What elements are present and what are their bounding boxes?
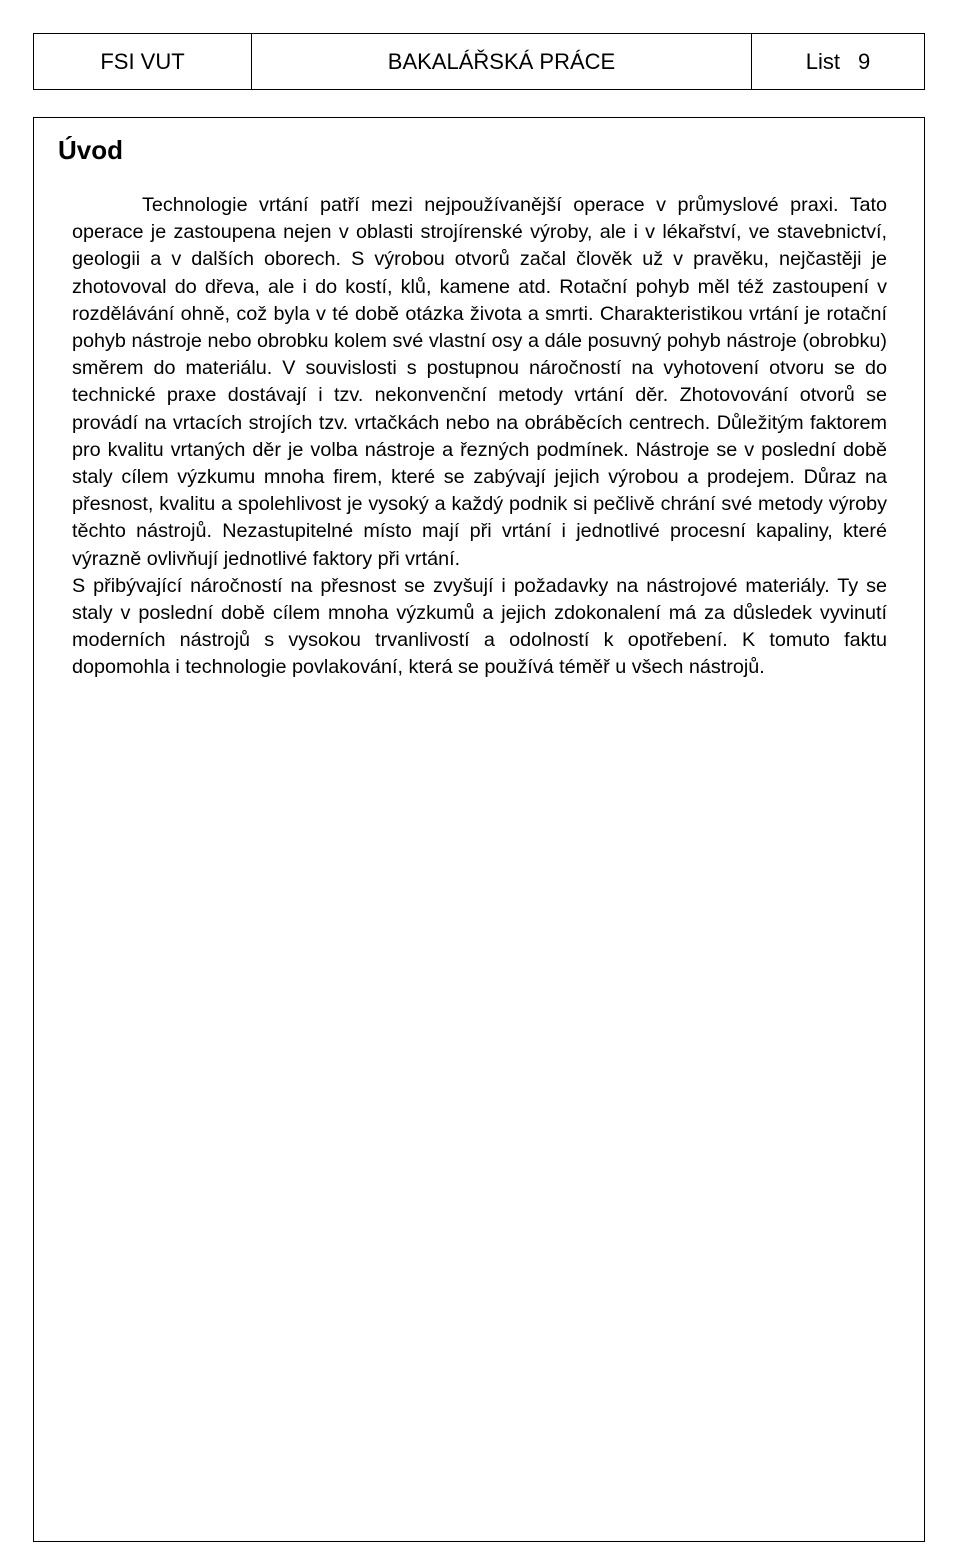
- paragraph-2: S přibývající náročností na přesnost se zvyšují i požadavky na nástrojové materiály. Ty se staly v poslední době cílem mnoha výzkumů a jejich zdokonalení má za důsledek vyvinutí moderních nástrojů s vysokou trvanlivostí a odolností k opotřebení. K tomuto faktu dopomohla i technologie povlakování, která se používá téměř u všech nástrojů.: [72, 574, 887, 679]
- page-header: [33, 33, 925, 90]
- header-list-label: List: [805, 48, 840, 74]
- header-page-cell: [752, 34, 924, 89]
- paragraph-1: Technologie vrtání patří mezi nejpoužívanější operace v průmyslové praxi. Tato operace je zastoupena nejen v oblasti strojírenské výroby, ale i v lékařství, ve stavebnictví, geologii a v dalších oborech. S výrobou otvorů začal člověk už v pravěku, nejčastěji je zhotovoval do dřeva, ale i do kostí, klů, kamene atd. Rotační pohyb měl též zastoupení v rozdělávání ohně, což byla v té době otázka života a smrti. Charakteristikou vrtání je rotační pohyb nástroje nebo obrobku kolem své vlastní osy a dále posuvný pohyb nástroje (obrobku) směrem do materiálu. V souvislosti s postupnou náročností na vyhotovení otvoru se do technické praxe dostávají i tzv. nekonvenční metody vrtání děr. Zhotovování otvorů se provádí na vrtacích strojích tzv. vrtačkách nebo na obráběcích centrech. Důležitým faktorem pro kvalitu vrtaných děr je volba nástroje a řezných podmínek. Nástroje se v poslední době staly cílem výzkumu mnoha firem, které se zabývají jejich výrobou a prodejem. Důraz na přesnost, kvalitu a spolehlivost je vysoký a každý podnik si pečlivě chrání své metody výroby těchto nástrojů. Nezastupitelné místo mají při vrtání i jednotlivé procesní kapaliny, které výrazně ovlivňují jednotlivé faktory při vrtání.: [72, 194, 887, 570]
- section-heading: Úvod: [58, 135, 123, 165]
- header-page-number: 9: [858, 48, 871, 74]
- header-institution: FSI VUT: [100, 48, 185, 74]
- header-document-type-cell: [252, 34, 752, 89]
- header-institution-cell: [34, 34, 252, 89]
- header-document-type: BAKALÁŘSKÁ PRÁCE: [387, 48, 616, 74]
- section-body: [72, 192, 887, 682]
